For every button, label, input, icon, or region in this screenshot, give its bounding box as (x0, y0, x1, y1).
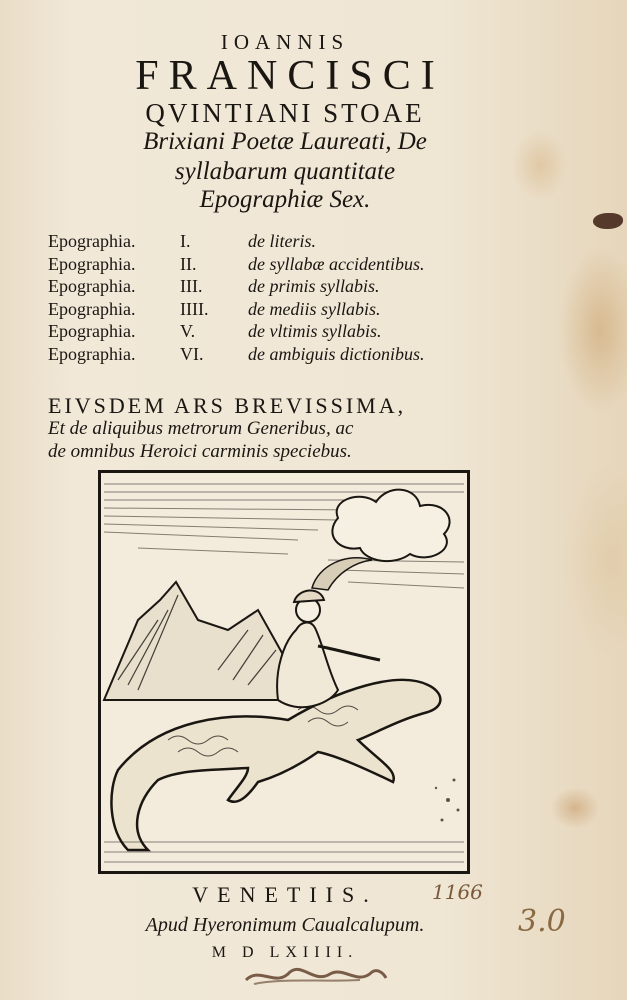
contents-topic: de vltimis syllabis. (248, 321, 382, 341)
contents-list (48, 231, 488, 366)
contents-topic: de primis syllabis. (248, 276, 380, 296)
contents-row (48, 254, 488, 277)
contents-row (48, 321, 488, 344)
work-title: syllabarum quantitate (174, 158, 396, 185)
contents-number: II. (180, 253, 197, 274)
author-last-name: QVINTIANI STOAE (145, 98, 425, 128)
subtitle-line: de omnibus Heroici carminis speciebus. (48, 441, 352, 462)
ownership-scribble (240, 958, 390, 994)
subtitle-line: Et de aliquibus metrorum Generibus, ac (48, 418, 354, 439)
contents-label: Epographia. (48, 231, 136, 251)
author-title: Brixiani Poetæ Laureati, De (143, 128, 427, 155)
ink-blot (593, 213, 623, 229)
contents-number: VI. (180, 343, 204, 364)
imprint-city: VENETIIS. (192, 882, 378, 907)
author-middle-name: FRANCISCI (135, 53, 445, 99)
contents-label: Epographia. (48, 253, 136, 274)
work-title-count: Epographiæ Sex. (199, 186, 371, 213)
contents-row (48, 299, 488, 322)
contents-topic: de literis. (248, 231, 316, 251)
contents-number: IIII. (180, 298, 209, 319)
contents-topic: de mediis syllabis. (248, 298, 381, 319)
author-first-name: IOANNIS (220, 30, 350, 54)
contents-label: Epographia. (48, 343, 136, 364)
imprint-year: M D LXIIII. (211, 944, 359, 961)
contents-number: V. (180, 321, 196, 341)
contents-row (48, 231, 488, 254)
contents-label: Epographia. (48, 276, 136, 296)
contents-topic: de ambiguis dictionibus. (248, 343, 425, 364)
contents-row (48, 344, 488, 367)
subtitle-heading: EIVSDEM ARS BREVISSIMA, (48, 393, 407, 418)
rider-on-beast-woodcut (98, 470, 470, 874)
contents-row (48, 276, 488, 299)
handwritten-note: 3.0 (518, 904, 566, 939)
contents-label: Epographia. (48, 321, 136, 341)
contents-number: I. (180, 231, 191, 251)
contents-topic: de syllabæ accidentibus. (248, 253, 425, 274)
handwritten-note: 1166 (432, 880, 483, 904)
contents-label: Epographia. (48, 298, 136, 319)
contents-number: III. (180, 276, 203, 296)
imprint-printer: Apud Hyeronimum Caualcalupum. (145, 914, 425, 936)
